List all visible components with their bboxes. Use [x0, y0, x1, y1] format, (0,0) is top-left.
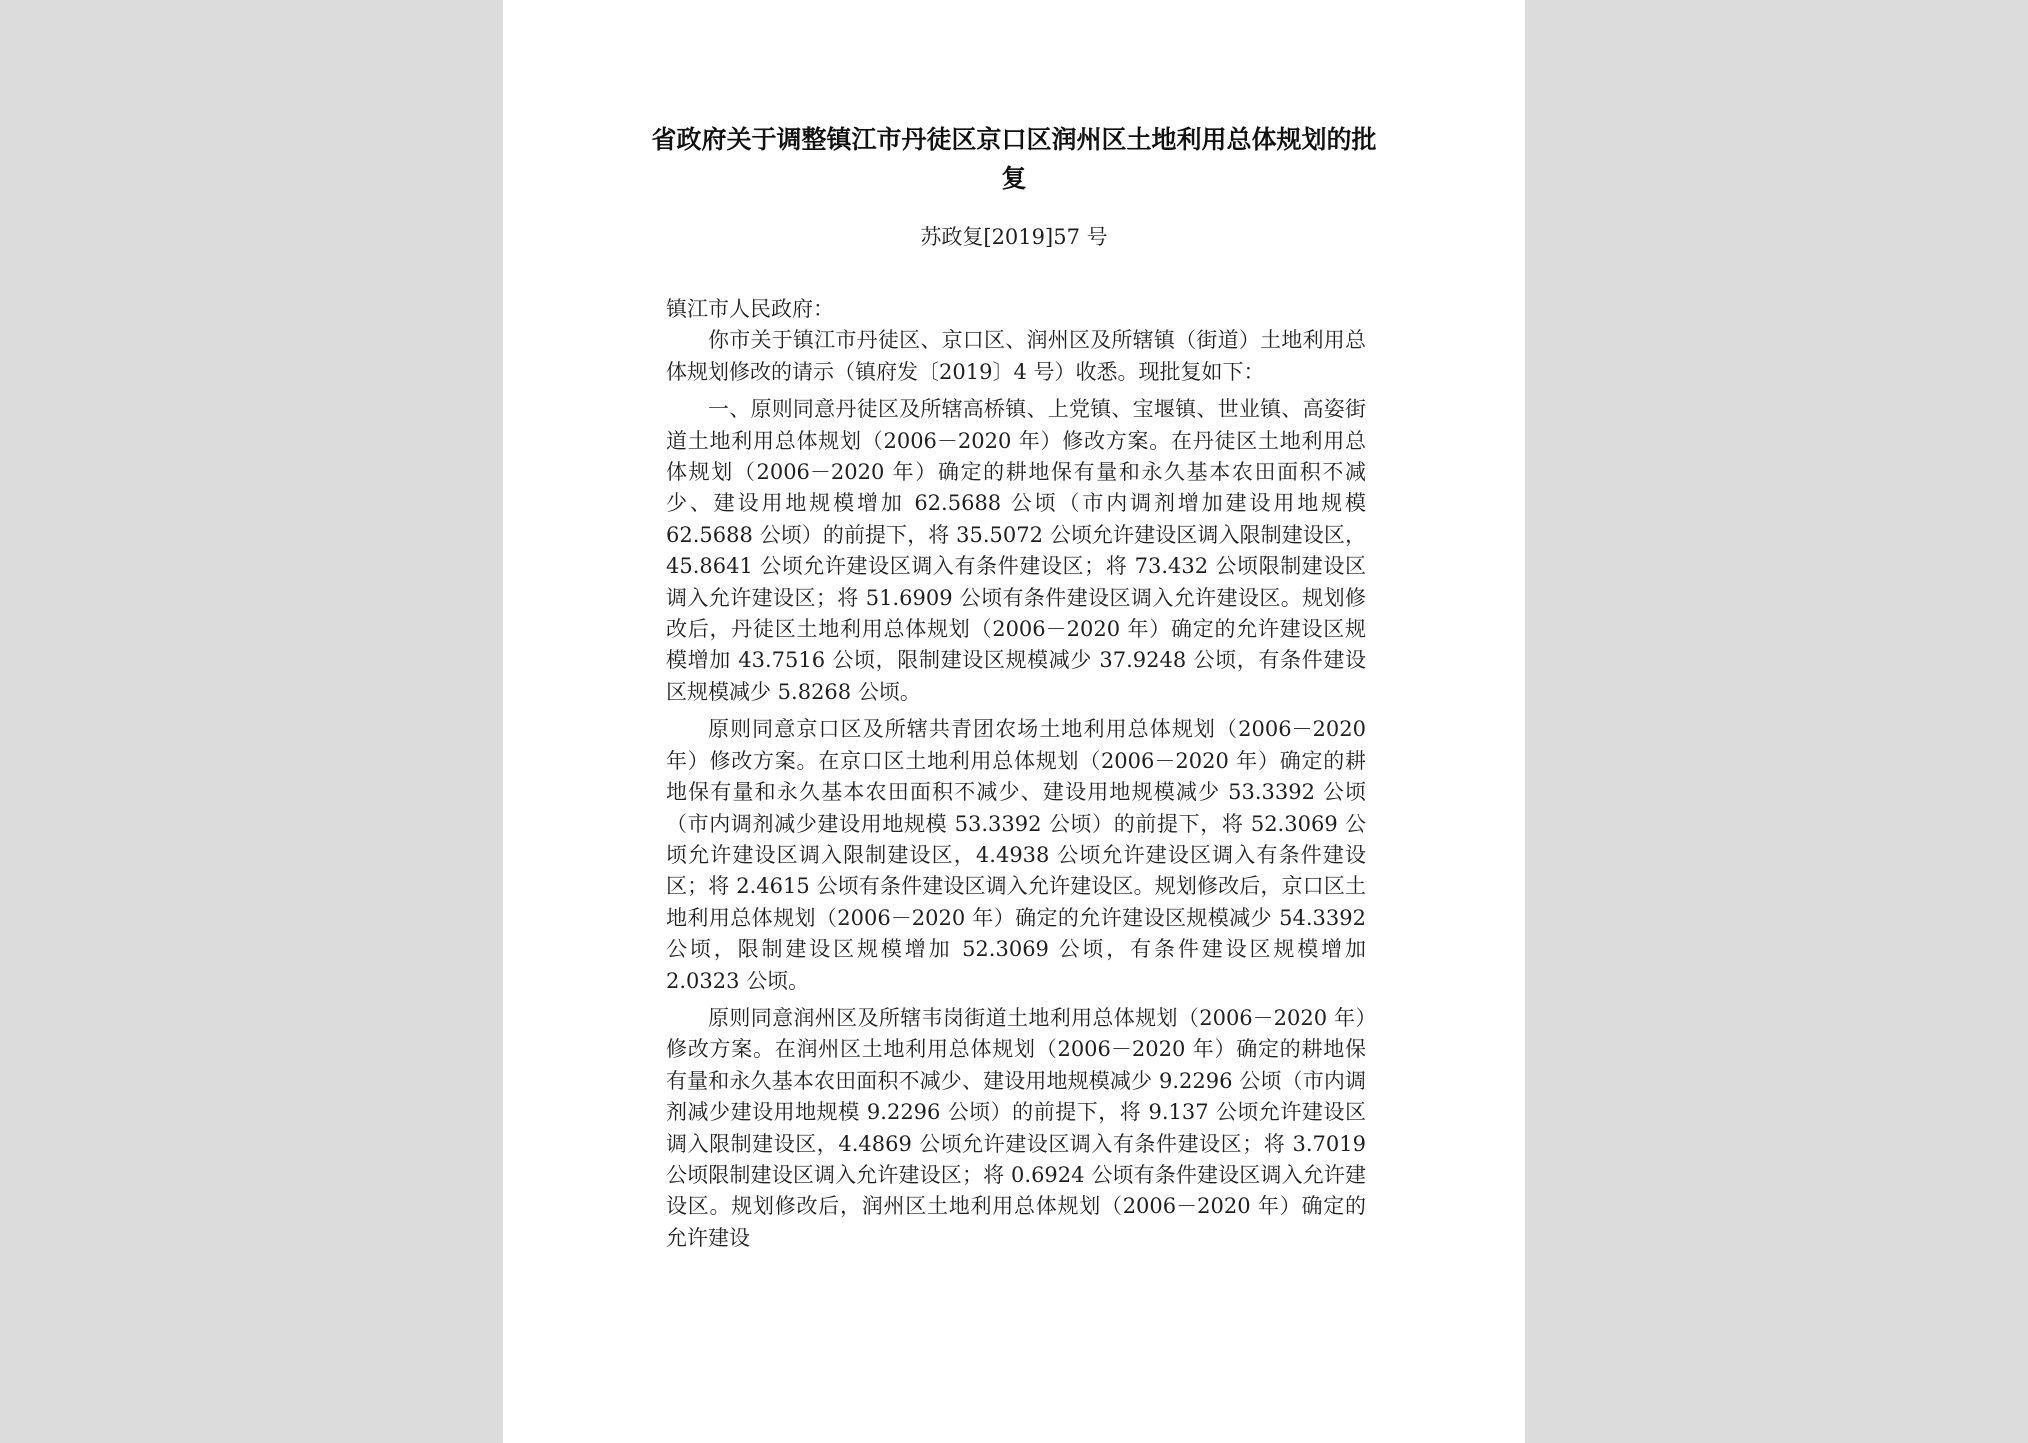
paragraph-runzhou: 原则同意润州区及所辖韦岗街道土地利用总体规划（2006－2020 年）修改方案。在润州区土地利用总体规划（2006－2020 年）确定的耕地保有量和永久基本农田面积不减少、建设用地规模减少 9.2296 公顷（市内调剂减少建设用地规模 9.2296 公顷）的前提下，将 9.137 公顷允许建设区调入限制建设区，4.4869 公顷允许建设区调入有条件建设区；将 3.7019 公顷限制建设区调入允许建设区；将 0.6924 公顷有条件建设区调入允许建设区。规划修改后，润州区土地利用总体规划（2006－2020 年）确定的允许建设 [666, 1005, 1366, 1250]
paragraph-dantu: 一、原则同意丹徒区及所辖高桥镇、上党镇、宝堰镇、世业镇、高姿街道土地利用总体规划（2006－2020 年）修改方案。在丹徒区土地利用总体规划（2006－2020 年）确定的耕地保有量和永久基本农田面积不减少、建设用地规模增加 62.5688 公顷（市内调剂增加建设用地规模 62.5688 公顷）的前提下，将 35.5072 公顷允许建设区调入限制建设区，45.8641 公顷允许建设区调入有条件建设区；将 73.432 公顷限制建设区调入允许建设区；将 51.6909 公顷有条件建设区调入允许建设区。规划修改后，丹徒区土地利用总体规划（2006－2020 年）确定的允许建设区规模增加 43.7516 公顷，限制建设区规模减少 37.9248 公顷，有条件建设区规模减少 5.8268 公顷。 [666, 397, 1366, 704]
addressee: 镇江市人民政府： [666, 297, 834, 321]
document-page [503, 0, 1525, 1443]
paragraph-intro: 你市关于镇江市丹徒区、京口区、润州区及所辖镇（街道）土地利用总体规划修改的请示（镇府发〔2019〕4 号）收悉。现批复如下： [666, 328, 1366, 384]
document-number: 苏政复[2019]57 号 [920, 225, 1108, 249]
document-title: 省政府关于调整镇江市丹徒区京口区润州区土地利用总体规划的批复 [651, 125, 1377, 193]
paragraph-jingkou: 原则同意京口区及所辖共青团农场土地利用总体规划（2006－2020 年）修改方案。在京口区土地利用总体规划（2006－2020 年）确定的耕地保有量和永久基本农田面积不减少、建设用地规模减少 53.3392 公顷（市内调剂减少建设用地规模 53.3392 公顷）的前提下，将 52.3069 公顷允许建设区调入限制建设区，4.4938 公顷允许建设区调入有条件建设区；将 2.4615 公顷有条件建设区调入允许建设区。规划修改后，京口区土地利用总体规划（2006－2020 年）确定的允许建设区规模减少 54.3392 公顷，限制建设区规模增加 52.3069 公顷，有条件建设区规模增加 2.0323 公顷。 [666, 717, 1366, 993]
document-body [666, 294, 1366, 1260]
